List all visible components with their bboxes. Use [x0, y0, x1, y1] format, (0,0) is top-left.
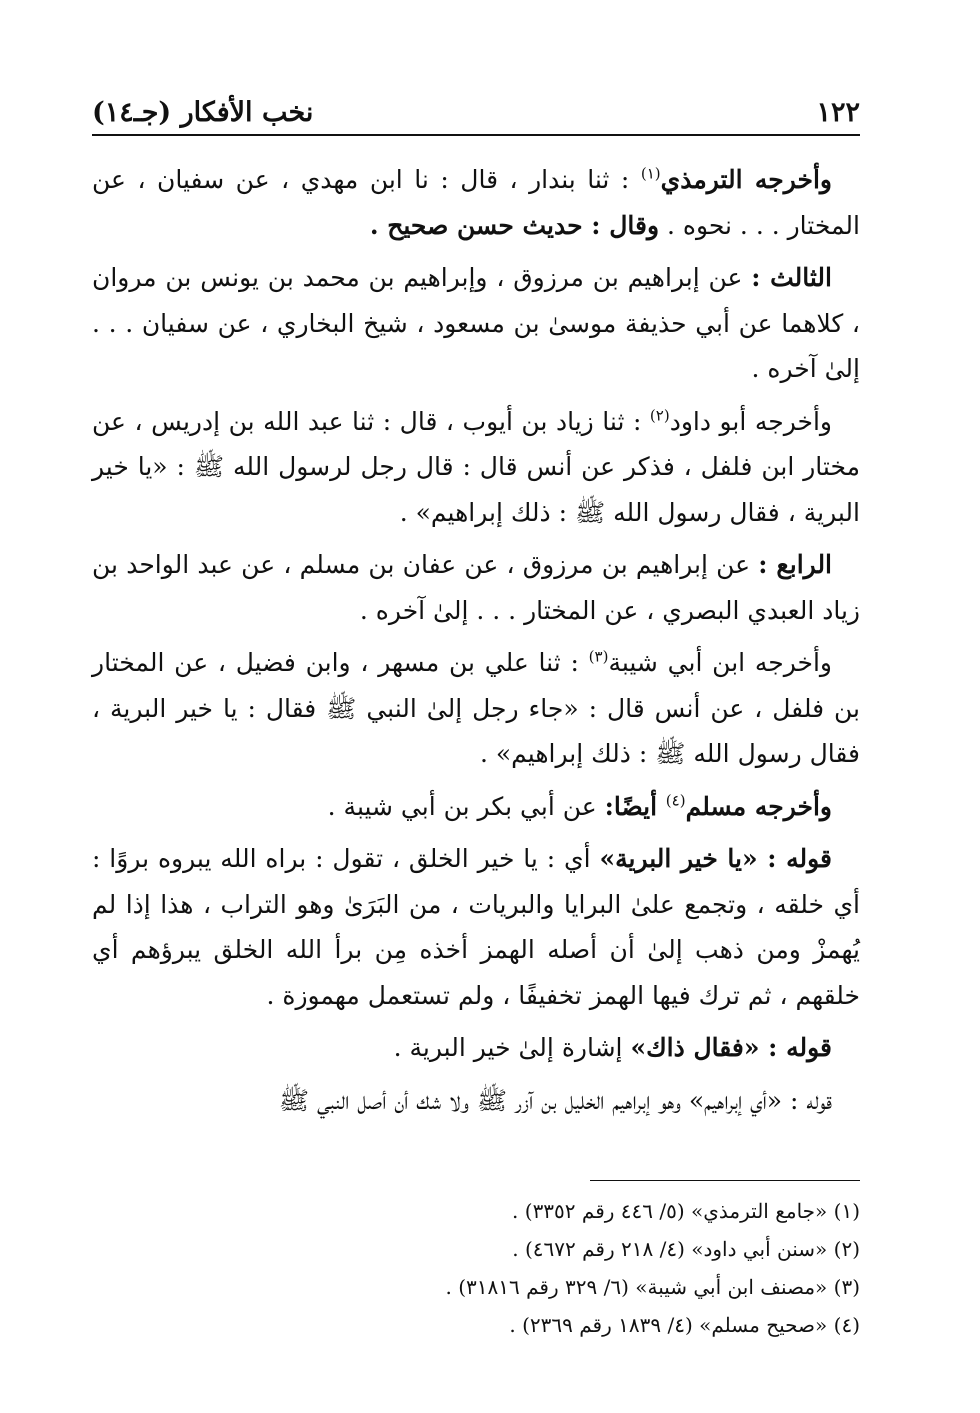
footnotes [92, 1192, 860, 1344]
paragraph-faqala-dhak: قوله : «فقال ذاك» إشارة إلىٰ خير البرية . [393, 1033, 832, 1062]
paragraph-muslim: وأخرجه مسلم$^{(٤)}$ أيضًا: عن أبي بكر بن أبي شيبة . [327, 791, 832, 821]
paragraph-third-chain: الثالث : عن إبراهيم بن مرزوق ، وإبراهيم بن محمد بن يونس بن مروان ، كلاهما عن أبي حذيفة موسىٰ بن مسعود ، شيخ البخاري ، عن سفيان . . . إلىٰ آخره . [92, 263, 860, 383]
paragraph-abu-dawud: وأخرجه أبو داود$^{(٢)}$ : ثنا زياد بن أيوب ، قال : ثنا عبد الله بن إدريس ، عن مختار ابن فلفل ، فذكر عن أنس قال : قال رجل لرسول الله ﷺ : «يا خير البرية ، فقال رسول الله ﷺ : ذلك إبراهيم» . [92, 406, 860, 527]
book-title: نخب الأفكار (جـ١٤) [92, 96, 314, 128]
footnote-1: (١) «جامع الترمذي» (٥/ ٤٤٦ رقم ٣٣٥٢) . [512, 1199, 860, 1223]
paragraph-ibn-abi-shaybah: وأخرجه ابن أبي شيبة$^{(٣)}$ : ثنا علي بن مسهر ، وابن فضيل ، عن المختار بن فلفل ، عن أنس قال : «جاء رجل إلىٰ النبي ﷺ فقال : يا خير البرية ، فقال رسول الله ﷺ : ذلك إبراهيم» . [92, 647, 860, 768]
paragraph-khayr-al-bariyyah: قوله : «يا خير البرية» أي : يا خير الخلق ، تقول : براه الله يبروه بروًا : أي خلقه ، وتجمع علىٰ البرايا والبريات ، من البَرَىٰ وهو التراب ، هذا إذا لم يُهمزْ ومن ذهب إلىٰ أن أصله الهمز أخذه مِن برأ الله الخلق يبرؤهم أي خلقهم ، ثم ترك فيها الهمز تخفيفًا ، ولم تستعمل مهموزة . [92, 844, 860, 1010]
paragraph-fourth-chain: الرابع : عن إبراهيم بن مرزوق ، عن عفان بن مسلم ، عن عبد الواحد بن زياد العبدي البصري ، عن المختار . . . إلىٰ آخره . [92, 550, 860, 625]
footnote-2: (٢) «سنن أبي داود» (٤/ ٢١٨ رقم ٤٦٧٢) . [512, 1237, 860, 1261]
paragraph-ay-ibrahim: قوله : «أي إبراهيم» وهو إبراهيم الخليل بن آزر ﷺ ولا شك أن أصل النبي ﷺ [278, 1085, 832, 1115]
paragraph-tirmidhi: وأخرجه الترمذي$^{(١)}$ : ثنا بندار ، قال : نا ابن مهدي ، عن سفيان ، عن المختار . . . نحوه . وقال : حديث حسن صحيح . [92, 164, 860, 240]
main-text [92, 157, 860, 1130]
page-number: ١٢٢ [816, 96, 860, 128]
footnote-3: (٣) «مصنف ابن أبي شيبة» (٦/ ٣٢٩ رقم ٣١٨١٦) . [445, 1275, 860, 1299]
footnote-divider [590, 1180, 860, 1181]
footnote-4: (٤) «صحيح مسلم» (٤/ ١٨٣٩ رقم ٢٣٦٩) . [509, 1313, 860, 1337]
running-header [92, 90, 860, 136]
